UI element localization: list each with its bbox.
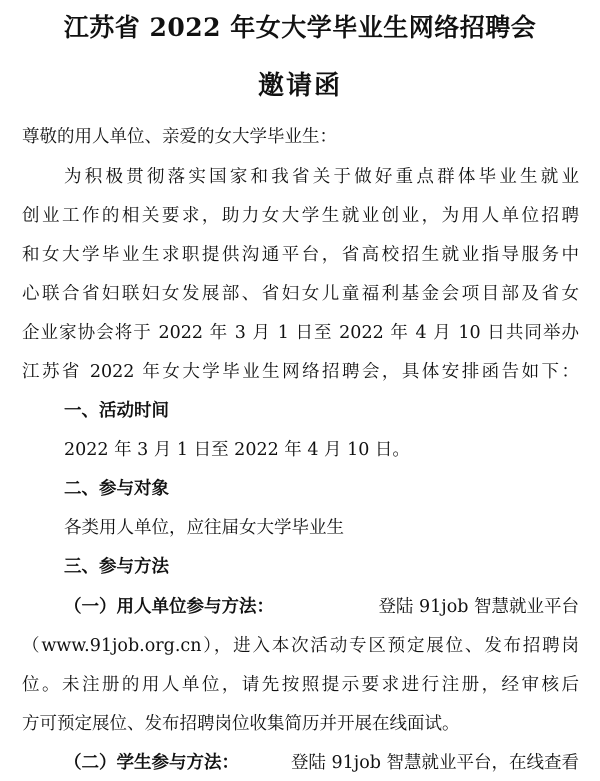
intro-line: 创业工作的相关要求，助力女大学生就业创业，为用人单位招聘 xyxy=(22,206,579,226)
section-body-participants: 各类用人单位，应往届女大学毕业生 xyxy=(64,518,344,538)
employer-method-text: 位。未注册的用人单位，请先按照提示要求进行注册，经审核后 xyxy=(22,675,579,695)
intro-line: 企业家协会将于 2022 年 3 月 1 日至 2022 年 4 月 10 日共同举办 xyxy=(22,323,579,343)
document-title: 江苏省 2022 年女大学毕业生网络招聘会 xyxy=(63,13,537,42)
intro-line: 江苏省 2022 年女大学毕业生网络招聘会，具体安排函告如下： xyxy=(22,362,579,382)
salutation: 尊敬的用人单位、亲爱的女大学毕业生： xyxy=(22,127,337,147)
document-subtitle: 邀请函 xyxy=(257,71,342,101)
section-heading-participants: 二、参与对象 xyxy=(64,479,169,499)
student-method-heading: （二）学生参与方法： xyxy=(64,753,239,773)
section-heading-time: 一、活动时间 xyxy=(64,401,169,421)
intro-line: 为积极贯彻落实国家和我省关于做好重点群体毕业生就业 xyxy=(64,167,579,187)
student-method-text: 登陆 91job 智慧就业平台，在线查看 xyxy=(290,753,579,773)
employer-method-heading: （一）用人单位参与方法： xyxy=(64,597,274,617)
intro-line: 和女大学毕业生求职提供沟通平台，省高校招生就业指导服务中 xyxy=(22,245,579,265)
intro-line: 心联合省妇联妇女发展部、省妇女儿童福利基金会项目部及省女 xyxy=(22,284,579,304)
section-heading-methods: 三、参与方法 xyxy=(64,557,169,577)
employer-method-text: （www.91job.org.cn），进入本次活动专区预定展位、发布招聘岗 xyxy=(22,636,579,656)
employer-method-text: 方可预定展位、发布招聘岗位收集简历并开展在线面试。 xyxy=(22,714,460,734)
employer-method-text: 登陆 91job 智慧就业平台 xyxy=(378,597,579,617)
section-body-time: 2022 年 3 月 1 日至 2022 年 4 月 10 日。 xyxy=(64,440,410,460)
